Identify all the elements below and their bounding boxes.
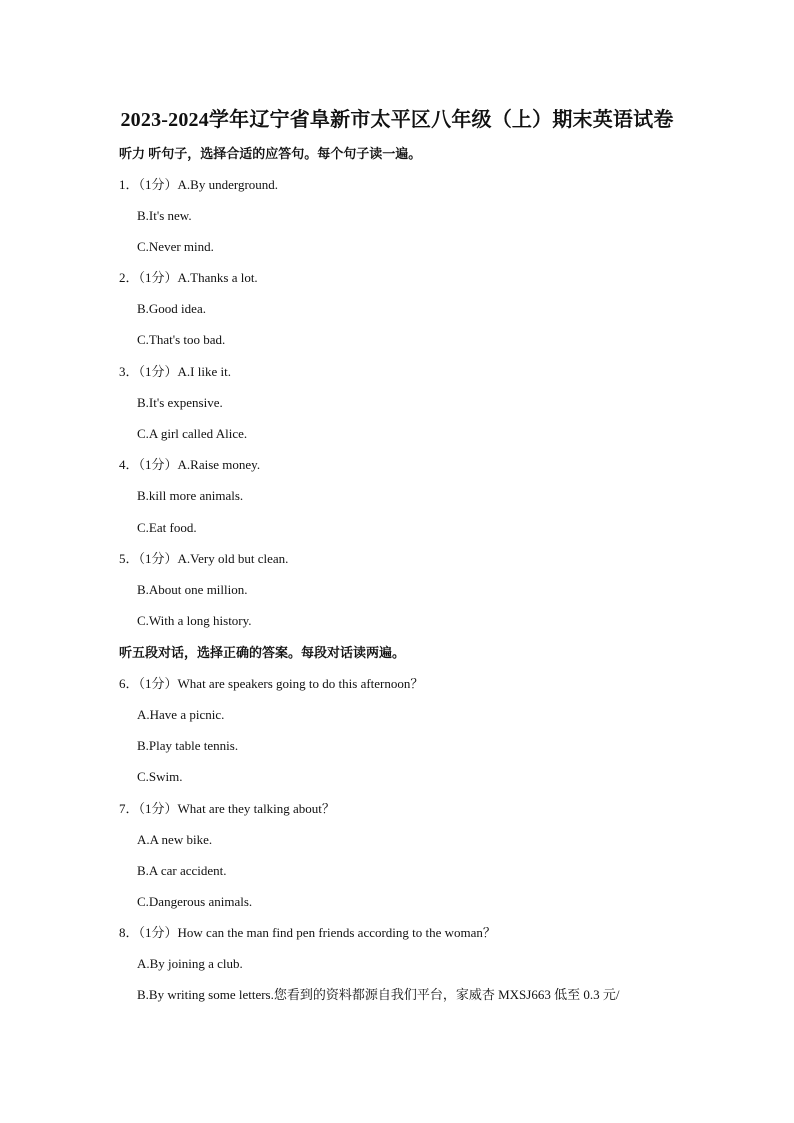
question-score: （1分） xyxy=(138,177,178,192)
question-number: 8． xyxy=(119,925,139,940)
question-6-option-a: A.Have a picnic. xyxy=(137,707,225,722)
question-number: 4． xyxy=(119,457,139,472)
question-1 xyxy=(119,177,278,193)
question-6-option-b: B.Play table tennis. xyxy=(137,738,239,753)
question-2-option-b: B.Good idea. xyxy=(137,301,206,316)
question-option-a: A.Thanks a lot. xyxy=(177,270,258,285)
question-8-option-b: B.By writing some letters.您看到的资料都源自我们平台，家威杏 MXSJ663 低至 0.3 元/ xyxy=(137,987,620,1002)
question-score: （1分） xyxy=(138,457,178,472)
question-2 xyxy=(119,270,258,286)
question-7-option-b: B.A car accident. xyxy=(137,863,227,878)
question-score: （1分） xyxy=(138,270,178,285)
question-3-option-c: C.A girl called Alice. xyxy=(137,426,248,441)
question-stem: How can the man find pen friends according to the woman？ xyxy=(177,925,496,940)
question-score: （1分） xyxy=(138,925,178,940)
question-option-a: A.I like it. xyxy=(177,364,231,379)
question-1-option-c: C.Never mind. xyxy=(137,239,214,254)
question-4-option-b: B.kill more animals. xyxy=(137,488,244,503)
question-stem: What are speakers going to do this afternoon？ xyxy=(177,676,424,691)
question-3-option-b: B.It's expensive. xyxy=(137,395,223,410)
question-6-option-c: C.Swim. xyxy=(137,769,183,784)
question-number: 2． xyxy=(119,270,139,285)
question-4-option-c: C.Eat food. xyxy=(137,520,197,535)
question-score: （1分） xyxy=(138,801,178,816)
question-option-a: A.Raise money. xyxy=(177,457,261,472)
question-5 xyxy=(119,551,288,567)
question-score: （1分） xyxy=(138,551,178,566)
question-1-option-b: B.It's new. xyxy=(137,208,192,223)
question-3 xyxy=(119,364,231,380)
question-number: 1． xyxy=(119,177,139,192)
question-7 xyxy=(119,801,335,817)
question-number: 6． xyxy=(119,676,139,691)
question-5-option-b: B.About one million. xyxy=(137,582,248,597)
question-option-a: A.By underground. xyxy=(177,177,279,192)
question-score: （1分） xyxy=(138,364,178,379)
section-heading-listening-sentences: 听力 听句子，选择合适的应答句。每个句子读一遍。 xyxy=(119,146,422,161)
question-8 xyxy=(119,925,496,941)
question-5-option-c: C.With a long history. xyxy=(137,613,252,628)
question-number: 3． xyxy=(119,364,139,379)
question-6 xyxy=(119,676,423,692)
question-number: 5． xyxy=(119,551,139,566)
question-stem: What are they talking about？ xyxy=(177,801,335,816)
question-4 xyxy=(119,457,260,473)
question-7-option-a: A.A new bike. xyxy=(137,832,213,847)
question-2-option-c: C.That's too bad. xyxy=(137,332,226,347)
question-8-option-a: A.By joining a club. xyxy=(137,956,243,971)
question-option-a: A.Very old but clean. xyxy=(177,551,289,566)
question-7-option-c: C.Dangerous animals. xyxy=(137,894,253,909)
question-score: （1分） xyxy=(138,676,178,691)
section-heading-listening-dialogues: 听五段对话，选择正确的答案。每段对话读两遍。 xyxy=(119,645,406,660)
question-number: 7． xyxy=(119,801,139,816)
page-title: 2023-2024学年辽宁省阜新市太平区八年级（上）期末英语试卷 xyxy=(120,109,674,131)
